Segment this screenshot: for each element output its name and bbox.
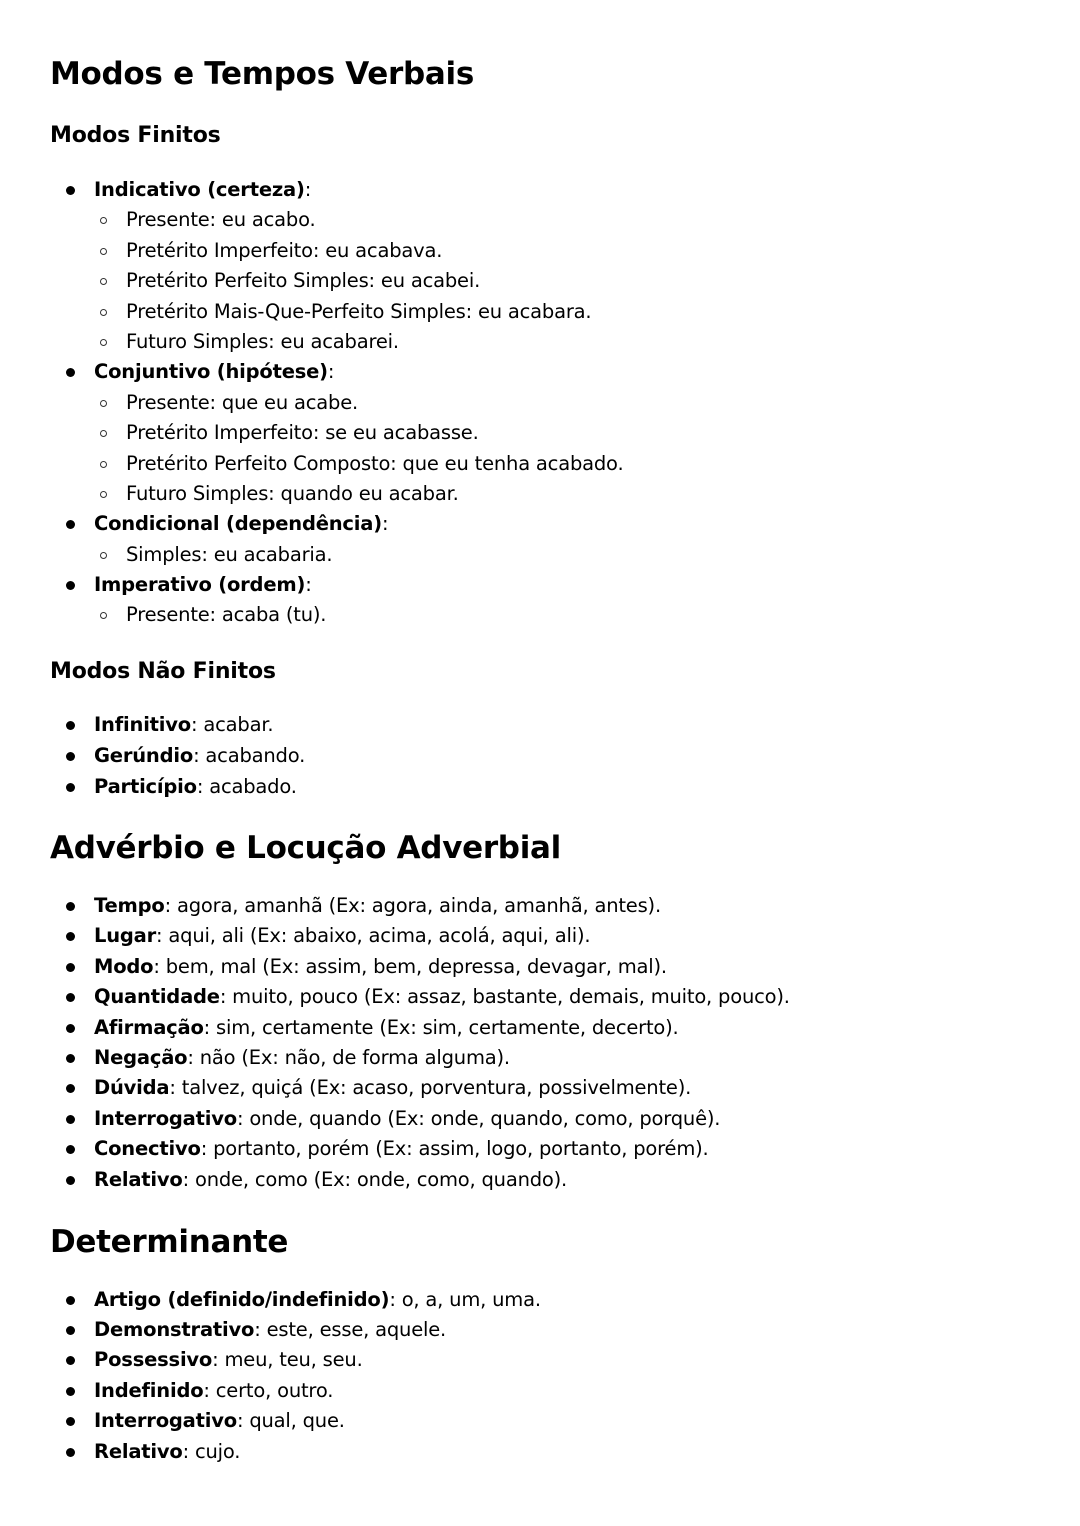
bullet-icon xyxy=(66,1145,75,1154)
bullet-icon xyxy=(66,186,75,195)
bullet-icon xyxy=(66,963,75,972)
bullet-icon xyxy=(66,581,75,590)
circle-bullet-icon xyxy=(100,552,107,559)
term-label: Indicativo (certeza) xyxy=(94,178,305,201)
circle-bullet-icon xyxy=(100,612,107,619)
bullet-icon xyxy=(66,932,75,941)
bullet-icon xyxy=(66,902,75,911)
heading-modos-finitos: Modos Finitos xyxy=(50,123,221,148)
term-label: Conjuntivo (hipótese) xyxy=(94,360,328,383)
bullet-icon xyxy=(66,1024,75,1033)
circle-bullet-icon xyxy=(100,217,107,224)
heading-adverbio: Advérbio e Locução Adverbial xyxy=(50,830,561,866)
circle-bullet-icon xyxy=(100,461,107,468)
circle-bullet-icon xyxy=(100,339,107,346)
bullet-icon xyxy=(66,993,75,1002)
bullet-icon xyxy=(66,1054,75,1063)
bullet-icon xyxy=(66,1084,75,1093)
bullet-icon xyxy=(66,1417,75,1426)
bullet-icon xyxy=(66,1387,75,1396)
term-label: Condicional (dependência) xyxy=(94,512,382,535)
bullet-icon xyxy=(66,1356,75,1365)
heading-modos-nao-finitos: Modos Não Finitos xyxy=(50,659,276,684)
circle-bullet-icon xyxy=(100,430,107,437)
circle-bullet-icon xyxy=(100,248,107,255)
bullet-icon xyxy=(66,1448,75,1457)
heading-modos-tempos-verbais: Modos e Tempos Verbais xyxy=(50,56,474,92)
bullet-icon xyxy=(66,721,75,730)
bullet-icon xyxy=(66,783,75,792)
bullet-icon xyxy=(66,752,75,761)
bullet-icon xyxy=(66,1326,75,1335)
circle-bullet-icon xyxy=(100,400,107,407)
bullet-icon xyxy=(66,368,75,377)
bullet-icon xyxy=(66,1296,75,1305)
circle-bullet-icon xyxy=(100,278,107,285)
circle-bullet-icon xyxy=(100,309,107,316)
bullet-icon xyxy=(66,1115,75,1124)
bullet-icon xyxy=(66,1176,75,1185)
term-label: Imperativo (ordem) xyxy=(94,573,306,596)
bullet-icon xyxy=(66,520,75,529)
circle-bullet-icon xyxy=(100,491,107,498)
heading-determinante: Determinante xyxy=(50,1224,289,1260)
